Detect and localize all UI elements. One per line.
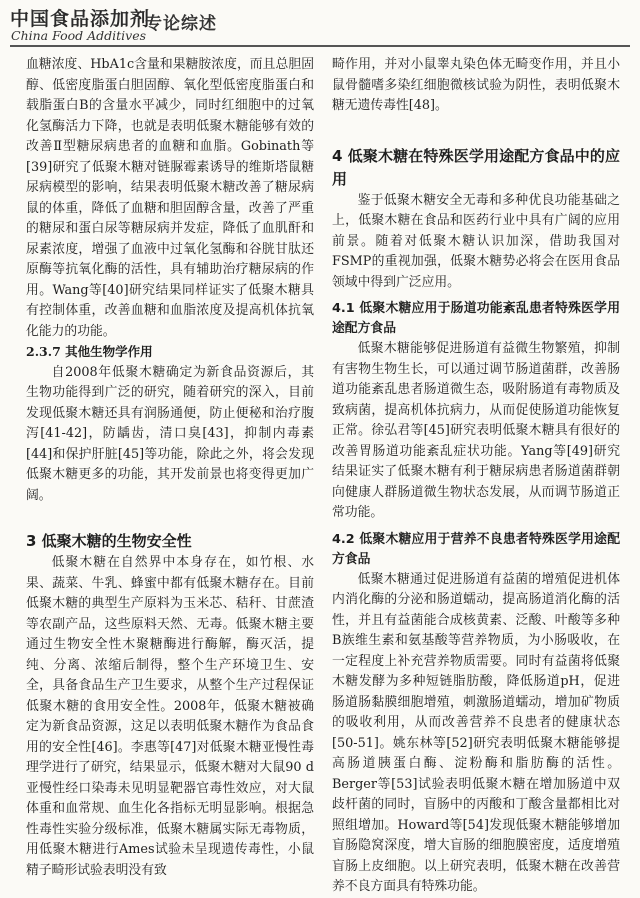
paragraph-malnutrition: 低聚木糖通过促进肠道有益菌的增殖促进机体内消化酶的分泌和肠道蠕动，提高肠道消化酶的活性，并且有益菌能合成核黄素、泛酸、叶酸等多种B族维生素和氨基酸等营养物质，为小肠吸收，在一定程度上补充营养物质需要。同时有益菌将低聚木糖发酵为多种短链脂肪酸，降低肠道pH，促进肠道肠黏膜细胞增殖，刺激肠道蠕动，增加矿物质的吸收利用，从而改善营养不良患者的健康状态[50-51]。姚东林等[52]研究表明低聚木糖能够提高肠道胰蛋白酶、淀粉酶和脂肪酶的活性。Berger等[53]试验表明低聚木糖在增加肠道中双歧杆菌的同时，盲肠中的丙酸和丁酸含量都相比对照组增加。Howard等[54]发现低聚木糖能够增加盲肠隐窝深度，增大盲肠的细胞膜密度，适度增殖盲肠上皮细胞。以上研究表明，低聚木糖在改善营养不良方面具有特殊功能。 [332, 571, 620, 894]
journal-title-en: China Food Additives [11, 28, 147, 43]
paragraph-intestinal: 低聚木糖能够促进肠道有益微生物繁殖，抑制有害物生物生长，可以通过调节肠道菌群，改善肠道功能紊乱患者肠道微生态，吸附肠道有毒物质及致病菌，提高机体抗病力，从而促使肠道功能恢复正常。徐弘君等[45]研究表明低聚木糖具有很好的改善胃肠道功能紊乱症状功能。Yang等[49]研究结果证实了低聚木糖有利于糖尿病患者肠道菌群朝向健康人群肠道微生物状态发展，从而调节肠道正常功能。 [332, 341, 620, 520]
journal-header [10, 4, 630, 46]
header-rule [10, 45, 630, 47]
section-label: 专论综述 [145, 14, 217, 34]
left-column [26, 55, 314, 881]
section-heading-3: 3 低聚木糖的生物安全性 [26, 532, 192, 550]
subheading-4-1: 4.1 低聚木糖应用于肠道功能紊乱患者特殊医学用途配方食品 [332, 301, 620, 336]
paragraph-other-functions: 自2008年低聚木糖确定为新食品资源后，其生物功能得到广泛的研究，随着研究的深入，目前发现低聚木糖还具有润肠通便，防止便秘和治疗腹泻[41-42]，防龋齿，清口臭[43]，抑制内毒素[44]和保护肝脏[45]等功能，除此之外，将会发现低聚木糖更多的功能，其开发前景也将变得更加广阔。 [26, 364, 314, 503]
section-heading-4: 4 低聚木糖在特殊医学用途配方食品中的应用 [332, 146, 620, 188]
right-column [332, 55, 620, 898]
paragraph-diabetes: 血糖浓度、HbA1c含量和果糖胺浓度，而且总胆固醇、低密度脂蛋白胆固醇、氧化型低密度脂蛋白和载脂蛋白B的含量水平减少，同时红细胞中的过氧化氢酶活力下降，也就是表明低聚木糖能够有效的改善Ⅱ型糖尿病患者的血糖和血脂。Gobinath等[39]研究了低聚木糖对链脲霉素诱导的维斯塔鼠糖尿病模型的影响，结果表明低聚木糖改善了糖尿病鼠的体重，降低了血糖和胆固醇含量，改善了严重的糖尿和蛋白尿等糖尿病并发症，降低了血肌酐和尿素浓度，增强了血液中过氧化氢酶和谷胱甘肽还原酶等抗氧化酶的活性，具有辅助治疗糖尿病的作用。Wang等[40]研究结果同样证实了低聚木糖具有控制体重，改善血糖和血脂浓度及提高机体抗氧化能力的功能。 [26, 57, 314, 339]
journal-title-cn: 中国食品添加剂 [10, 8, 151, 30]
subheading-2-3-7: 2.3.7 其他生物学作用 [26, 344, 153, 359]
paragraph-application: 鉴于低聚木糖安全无毒和多种优良功能基础之上，低聚木糖在食品和医药行业中具有广阔的应用前景。随着对低聚木糖认识加深，借助我国对FSMP的重视加强，低聚木糖势必将会在医用食品领域中得到广泛应用。 [332, 192, 620, 290]
subheading-4-2: 4.2 低聚木糖应用于营养不良患者特殊医学用途配方食品 [332, 531, 620, 567]
paragraph-safety: 低聚木糖在自然界中本身存在，如竹根、水果、蔬菜、牛乳、蜂蜜中都有低聚木糖存在。目前低聚木糖的典型生产原料为玉米芯、秸秆、甘蔗渣等农副产品，这些原料天然、无毒。低聚木糖主要通过生物安全性木聚糖酶进行酶解，酶灭活，提纯、分离、浓缩后制得，整个生产环境卫生、安全，具备食品生产卫生要求，从整个生产过程保证低聚木糖的食用安全性。2008年，低聚木糖被确定为新食品资源，这足以表明低聚木糖作为食品食用的安全性[46]。李惠等[47]对低聚木糖亚慢性毒理学进行了研究，结果显示，低聚木糖对大鼠90 d亚慢性经口染毒未见明显靶器官毒性效应，对大鼠体重和血常规、血生化各指标无明显影响。根据急性毒性实验分级标准，低聚木糖属实际无毒物质，用低聚木糖进行Ames试验未呈现遗传毒性，小鼠精子畸形试验表明没有致 [26, 555, 314, 878]
paragraph-safety-cont: 畸作用，并对小鼠睾丸染色体无畸变作用，并且小鼠骨髓嗜多染红细胞微核试验为阴性，表明低聚木糖无遗传毒性[48]。 [332, 57, 620, 113]
